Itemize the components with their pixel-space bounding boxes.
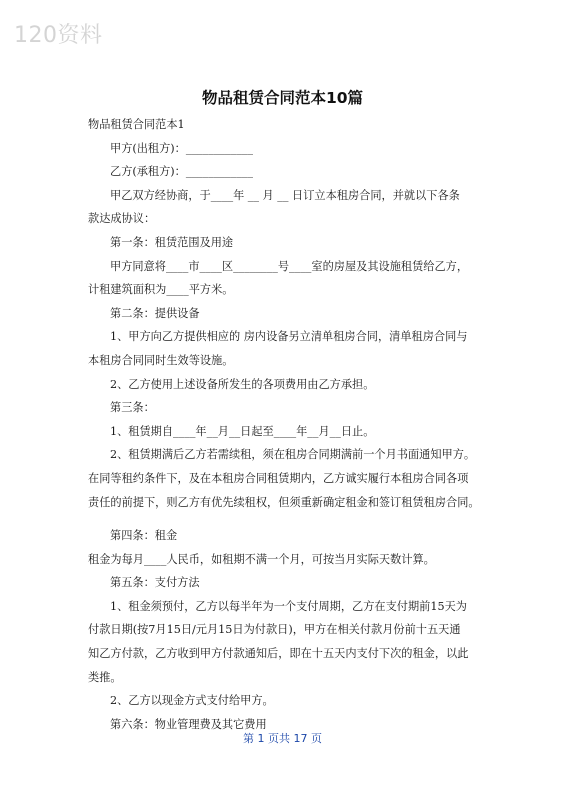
text-line: 知乙方付款，乙方收到甲方付款通知后，即在十五天内支付下次的租金，以此 bbox=[88, 647, 469, 661]
text-line: 租金为每月____人民币，如租期不满一个月，可按当月实际天数计算。 bbox=[88, 552, 435, 566]
text-line: 计租建筑面积为____平方米。 bbox=[88, 283, 234, 297]
text-line: 2、租赁期满后乙方若需续租，须在租房合同期满前一个月书面通知甲方。 bbox=[110, 448, 476, 462]
watermark-text: 120资料 bbox=[14, 23, 103, 48]
document-body bbox=[88, 113, 488, 736]
text-line: 类推。 bbox=[88, 670, 122, 684]
document-title: 物品租赁合同范本10篇 bbox=[201, 89, 364, 107]
text-line: 第五条：支付方法 bbox=[110, 576, 200, 590]
text-line: 付款日期(按7月15日/元月15日为付款日)，甲方在相关付款月份前十五天通 bbox=[88, 623, 461, 637]
text-line: 本租房合同同时生效等设施。 bbox=[88, 353, 234, 367]
text-line: 第二条：提供设备 bbox=[110, 306, 200, 320]
text-line: 2、乙方使用上述设备所发生的各项费用由乙方承担。 bbox=[110, 377, 375, 391]
text-line: 第一条：租赁范围及用途 bbox=[110, 235, 234, 249]
text-line: 在同等租约条件下，及在本租房合同租赁期内，乙方诚实履行本租房合同各项 bbox=[88, 471, 469, 485]
text-line: 责任的前提下，则乙方有优先续租权，但须重新确定租金和签订租赁租房合同。 bbox=[88, 495, 480, 509]
text-line: 1、租金须预付，乙方以每半年为一个支付周期，乙方在支付期前15天为 bbox=[110, 599, 467, 613]
page-footer: 第 1 页共 17 页 bbox=[243, 732, 322, 745]
text-line: 第四条：租金 bbox=[110, 529, 178, 543]
text-line: 第三条： bbox=[110, 401, 155, 415]
paragraph-spacer bbox=[88, 514, 488, 524]
text-line: 款达成协议： bbox=[88, 212, 156, 226]
text-line: 甲乙双方经协商，于____年 __ 月 __ 日订立本租房合同，并就以下各条 bbox=[110, 188, 460, 202]
text-line: 1、租赁期自____年__月__日起至____年__月__日止。 bbox=[110, 424, 375, 438]
text-line: 第六条：物业管理费及其它费用 bbox=[110, 717, 267, 731]
text-line: 甲方(出租方)：____________ bbox=[110, 141, 253, 155]
text-line: 甲方同意将____市____区________号____室的房屋及其设施租赁给乙方， bbox=[110, 259, 469, 273]
text-line: 乙方(承租方)：____________ bbox=[110, 165, 253, 179]
text-line: 物品租赁合同范本1 bbox=[88, 118, 185, 131]
text-line: 2、乙方以现金方式支付给甲方。 bbox=[110, 694, 274, 708]
text-line: 1、甲方向乙方提供相应的 房内设备另立清单租房合同，清单租房合同与 bbox=[110, 330, 468, 344]
